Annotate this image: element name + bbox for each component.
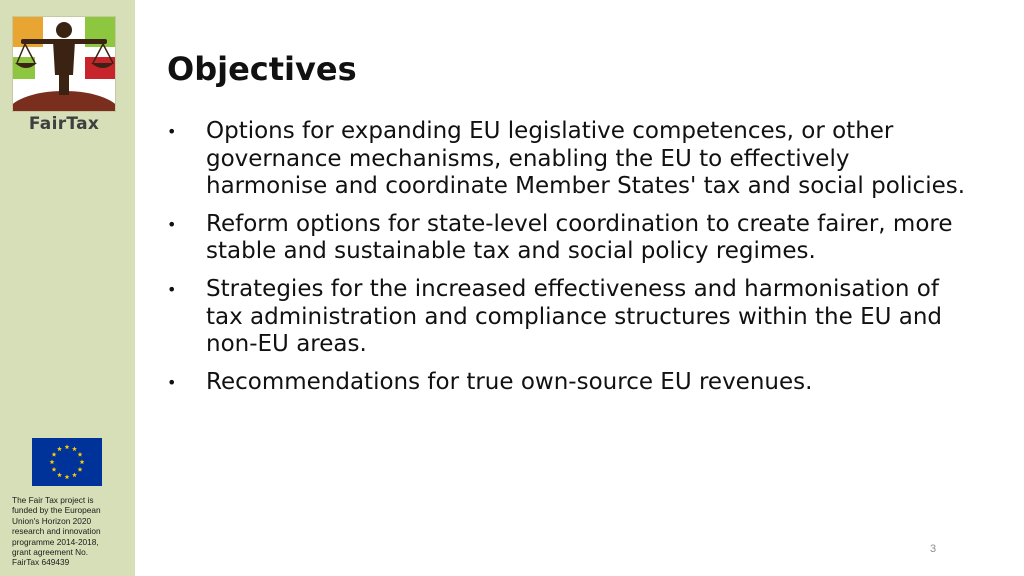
- funding-note: [12, 495, 130, 568]
- bullet-icon: •: [167, 214, 177, 234]
- list-item: [167, 276, 967, 359]
- slide-title: Objectives: [167, 50, 357, 88]
- list-item-text: Recommendations for true own-source EU revenues.: [206, 368, 813, 395]
- funding-note-line: FairTax 649439: [12, 557, 70, 568]
- objectives-list: [167, 118, 967, 406]
- scales-of-justice-figure-icon: [12, 16, 116, 112]
- bullet-icon: •: [167, 279, 177, 299]
- list-item-text: Options for expanding EU legislative competences, or other governance mechanisms, enabling the EU to effectively harmonise and coordinate Member States' tax and social policies.: [206, 118, 966, 200]
- bullet-icon: •: [167, 372, 177, 392]
- funding-note-line: programme 2014-2018,: [12, 536, 99, 547]
- eu-flag-icon: [32, 438, 102, 486]
- funding-note-line: research and innovation: [12, 526, 101, 537]
- list-item: [167, 118, 967, 201]
- bullet-icon: •: [167, 122, 177, 141]
- funding-note-line: grant agreement No.: [12, 547, 89, 558]
- slide-number: 3: [930, 543, 937, 555]
- list-item: [167, 211, 967, 266]
- list-item-text: Reform options for state-level coordination to create fairer, more stable and sustainable tax and social policy regimes.: [206, 210, 953, 265]
- funding-note-line: The Fair Tax project is: [12, 495, 94, 505]
- funding-note-line: Union's Horizon 2020: [12, 515, 92, 526]
- funding-note-line: funded by the European: [12, 505, 101, 516]
- sidebar: [0, 0, 135, 576]
- list-item: [167, 369, 967, 397]
- logo-wordmark: FairTax: [28, 114, 100, 134]
- list-item-text: Strategies for the increased effectiveness and harmonisation of tax administration and compliance structures within the EU and non-EU areas.: [206, 275, 943, 358]
- logo: [12, 16, 116, 134]
